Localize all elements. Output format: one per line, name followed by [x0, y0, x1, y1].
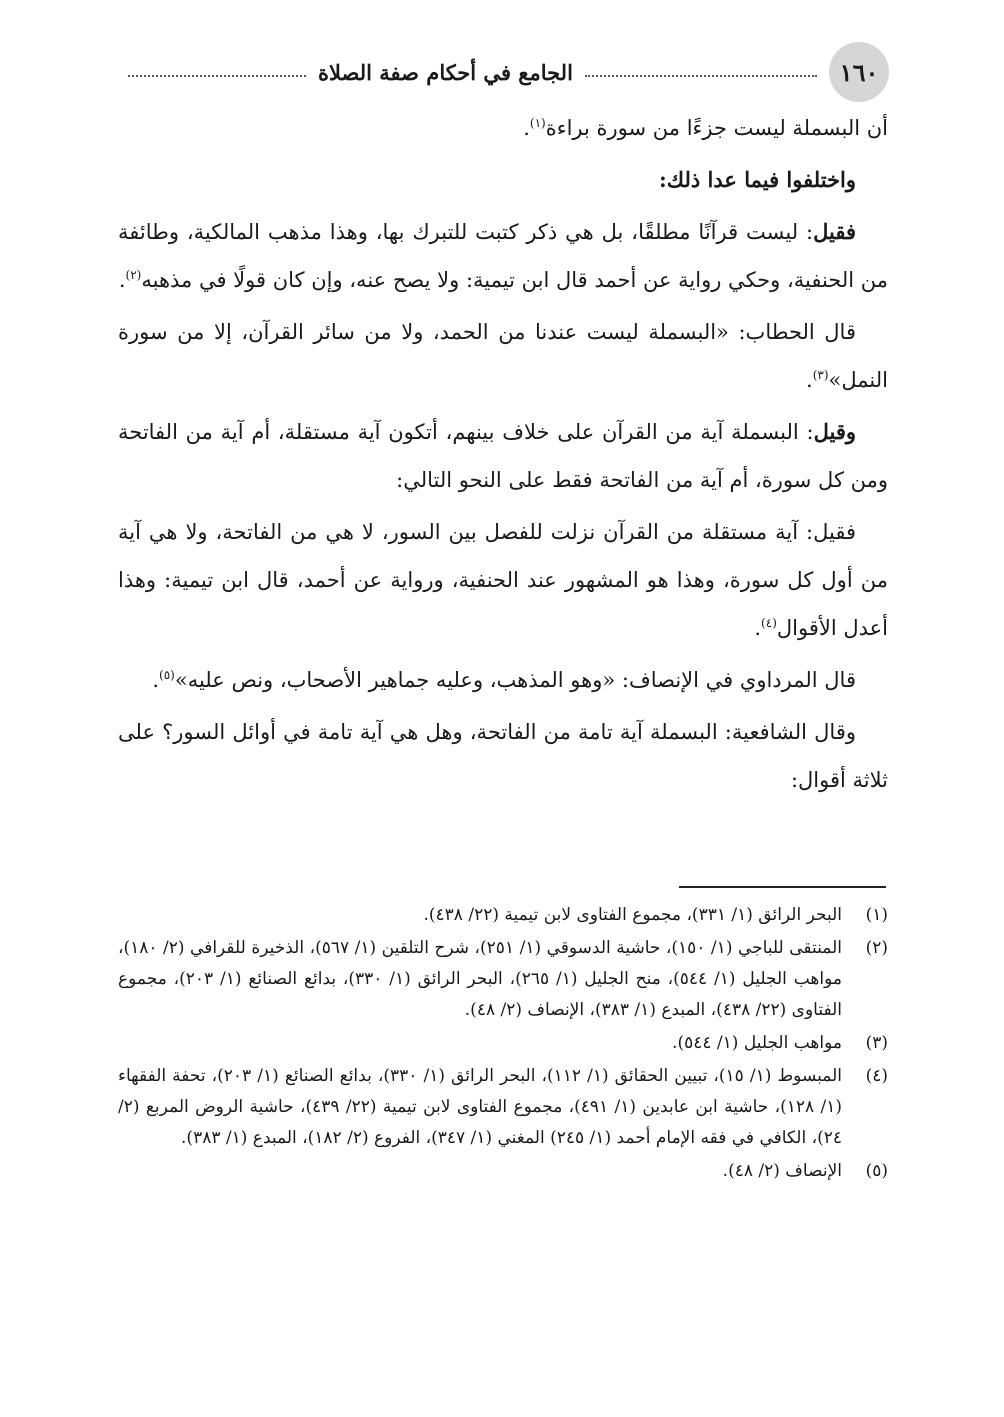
footnote-separator — [679, 886, 886, 888]
footnote-ref[interactable]: (٣) — [812, 368, 829, 382]
body-text — [118, 104, 888, 808]
footnote — [118, 900, 888, 931]
paragraph: فقيل: آية مستقلة من القرآن نزلت للفصل بين السور، لا هي من الفاتحة، ولا هي آية من أول كل سورة، وهذا هو المشهور عند الحنفية، ورواية عن أحمد، قال ابن تيمية: وهذا أعدل الأقوال$^{(٤)}$. — [118, 520, 888, 640]
paragraph-text: : ليست قرآنًا مطلقًا، بل هي ذكر كتبت للتبرك بها، وهذا مذهب المالكية، وطائفة من الحنفية، وحكي رواية عن أحمد قال ابن تيمية: ولا يصح عنه، وإن كان قولًا في مذهبه — [118, 220, 888, 292]
paragraph-text: أن البسملة ليست جزءًا من سورة براءة — [545, 116, 888, 140]
paragraph-text: قال الحطاب: «البسملة ليست عندنا من الحمد، ولا من سائر القرآن، إلا من سورة النمل» — [118, 320, 888, 392]
paragraph: قال المرداوي في الإنصاف: «وهو المذهب، وعليه جماهير الأصحاب، ونص عليه»$^{(٥)}$. — [152, 668, 856, 692]
footnote-text: البحر الرائق (١/ ٣٣١)، مجموع الفتاوى لابن تيمية (٢٢/ ٤٣٨). — [423, 905, 842, 925]
footnote-ref[interactable]: (٥) — [159, 668, 175, 682]
paragraph-text: قال المرداوي في الإنصاف: «وهو المذهب، وعليه جماهير الأصحاب، ونص عليه» — [174, 668, 856, 692]
footnote — [118, 1028, 888, 1059]
footnote — [118, 1156, 888, 1187]
paragraph — [118, 408, 888, 504]
footnote-ref[interactable]: (١) — [529, 116, 546, 130]
footnote-text: مواهب الجليل (١/ ٥٤٤). — [672, 1033, 842, 1053]
paragraph: أن البسملة ليست جزءًا من سورة براءة$^{(١)}$. — [523, 116, 888, 140]
paragraph: قال الحطاب: «البسملة ليست عندنا من الحمد، ولا من سائر القرآن، إلا من سورة النمل»$^{(٣)}$. — [118, 320, 888, 392]
book-title: الجامع في أحكام صفة الصلاة — [318, 59, 573, 85]
header-dotted-leader — [128, 75, 306, 77]
footnote-number: (٥) — [865, 1161, 888, 1181]
running-header — [116, 40, 889, 104]
section-heading: واختلفوا فيما عدا ذلك: — [659, 167, 856, 192]
footnote-number: (١) — [865, 905, 888, 925]
footnote-ref[interactable]: (٤) — [761, 616, 777, 630]
footnote — [118, 1061, 888, 1154]
footnote-text: المبسوط (١/ ١٥)، تبيين الحقائق (١/ ١١٢)، البحر الرائق (١/ ٣٣٠)، بدائع الصنائع (١/ ٢٠٣)، تحفة الفقهاء (١/ ١٢٨)، حاشية ابن عابدين (١/ ٤٩١)، مجموع الفتاوى لابن تيمية (٢٢/ ٤٣٩)، حاشية الروض المربع (٢/ ٢٤)، الكافي في فقه الإمام أحمد (١/ ٢٤٥) المغني (١/ ٣٤٧)، الفروع (٢/ ١٨٢)، المبدع (١/ ٣٨٣). — [118, 1066, 843, 1148]
footnote — [118, 933, 888, 1026]
footnote-text: المنتقى للباجي (١/ ١٥٠)، حاشية الدسوقي (١/ ٢٥١)، شرح التلقين (١/ ٥٦٧)، الذخيرة للقرافي (٢/ ١٨٠)، مواهب الجليل (١/ ٥٤٤)، منح الجليل (١/ ٢٦٥)، البحر الرائق (١/ ٣٣٠)، بدائع الصنائع (١/ ٢٠٣)، مجموع الفتاوى (٢٢/ ٤٣٨)، المبدع (١/ ٣٨٣)، الإنصاف (٢/ ٤٨). — [118, 938, 842, 1020]
footnote-number: (٢) — [865, 938, 888, 958]
paragraph-text: فقيل: آية مستقلة من القرآن نزلت للفصل بين السور، لا هي من الفاتحة، ولا هي آية من أول كل سورة، وهذا هو المشهور عند الحنفية، ورواية عن أحمد، قال ابن تيمية: وهذا أعدل الأقوال — [118, 520, 888, 640]
paragraph — [118, 708, 888, 804]
paragraph: فقيل: ليست قرآنًا مطلقًا، بل هي ذكر كتبت للتبرك بها، وهذا مذهب المالكية، وطائفة من الحنفية، وحكي رواية عن أحمد قال ابن تيمية: ولا يصح عنه، وإن كان قولًا في مذهبه$^{(٢)}$. — [118, 219, 888, 292]
footnote-number: (٣) — [865, 1033, 888, 1053]
paragraph-lead: فقيل — [813, 219, 856, 244]
paragraph-text: وقال الشافعية: البسملة آية تامة من الفاتحة، وهل هي آية تامة في أوائل السور؟ على ثلاثة أقوال: — [118, 720, 888, 792]
header-dotted-leader — [585, 75, 817, 77]
footnotes — [118, 900, 888, 1189]
paragraph-text: : البسملة آية من القرآن على خلاف بينهم، أتكون آية مستقلة، أم آية من الفاتحة ومن كل سورة، أم آية من الفاتحة فقط على النحو التالي: — [118, 420, 888, 492]
footnote-ref[interactable]: (٢) — [125, 268, 142, 282]
page-number: ١٦٠ — [829, 42, 889, 102]
paragraph-lead: وقيل — [813, 419, 856, 444]
footnote-number: (٤) — [865, 1066, 888, 1086]
footnote-text: الإنصاف (٢/ ٤٨). — [722, 1161, 842, 1181]
